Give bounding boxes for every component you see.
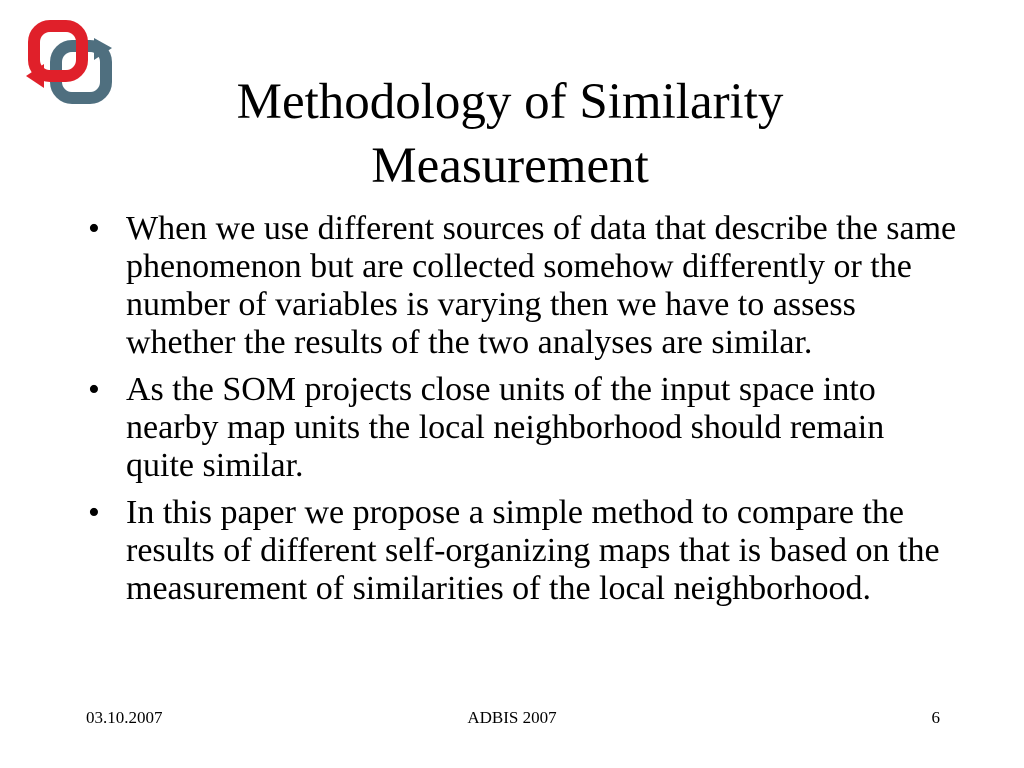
footer-page-number: 6 (931, 708, 940, 727)
bullet-text: As the SOM projects close units of the input space into nearby map units the local neighborhood should remain quite similar. (126, 371, 885, 484)
bullet-text: When we use different sources of data that describe the same phenomenon but are collected somehow differently or the number of variables is varying then we have to assess whether the results of the two analyses are similar. (126, 210, 957, 361)
conference-logo (26, 18, 112, 104)
footer-date: 03.10.2007 (86, 708, 163, 727)
bullet-dot: • (88, 210, 100, 247)
bullet-list (80, 210, 960, 617)
bullet-text: In this paper we propose a simple method to compare the results of different self-organizing maps that is based on the measurement of similarities of the local neighborhood. (126, 494, 940, 607)
footer-conference: ADBIS 2007 (467, 708, 557, 727)
slide-title: Methodology of Similarity Measurement (236, 74, 784, 194)
bullet-item (80, 210, 960, 362)
bullet-dot: • (88, 494, 100, 531)
bullet-dot: • (88, 371, 100, 408)
bullet-item (80, 371, 960, 485)
bullet-item (80, 494, 960, 608)
